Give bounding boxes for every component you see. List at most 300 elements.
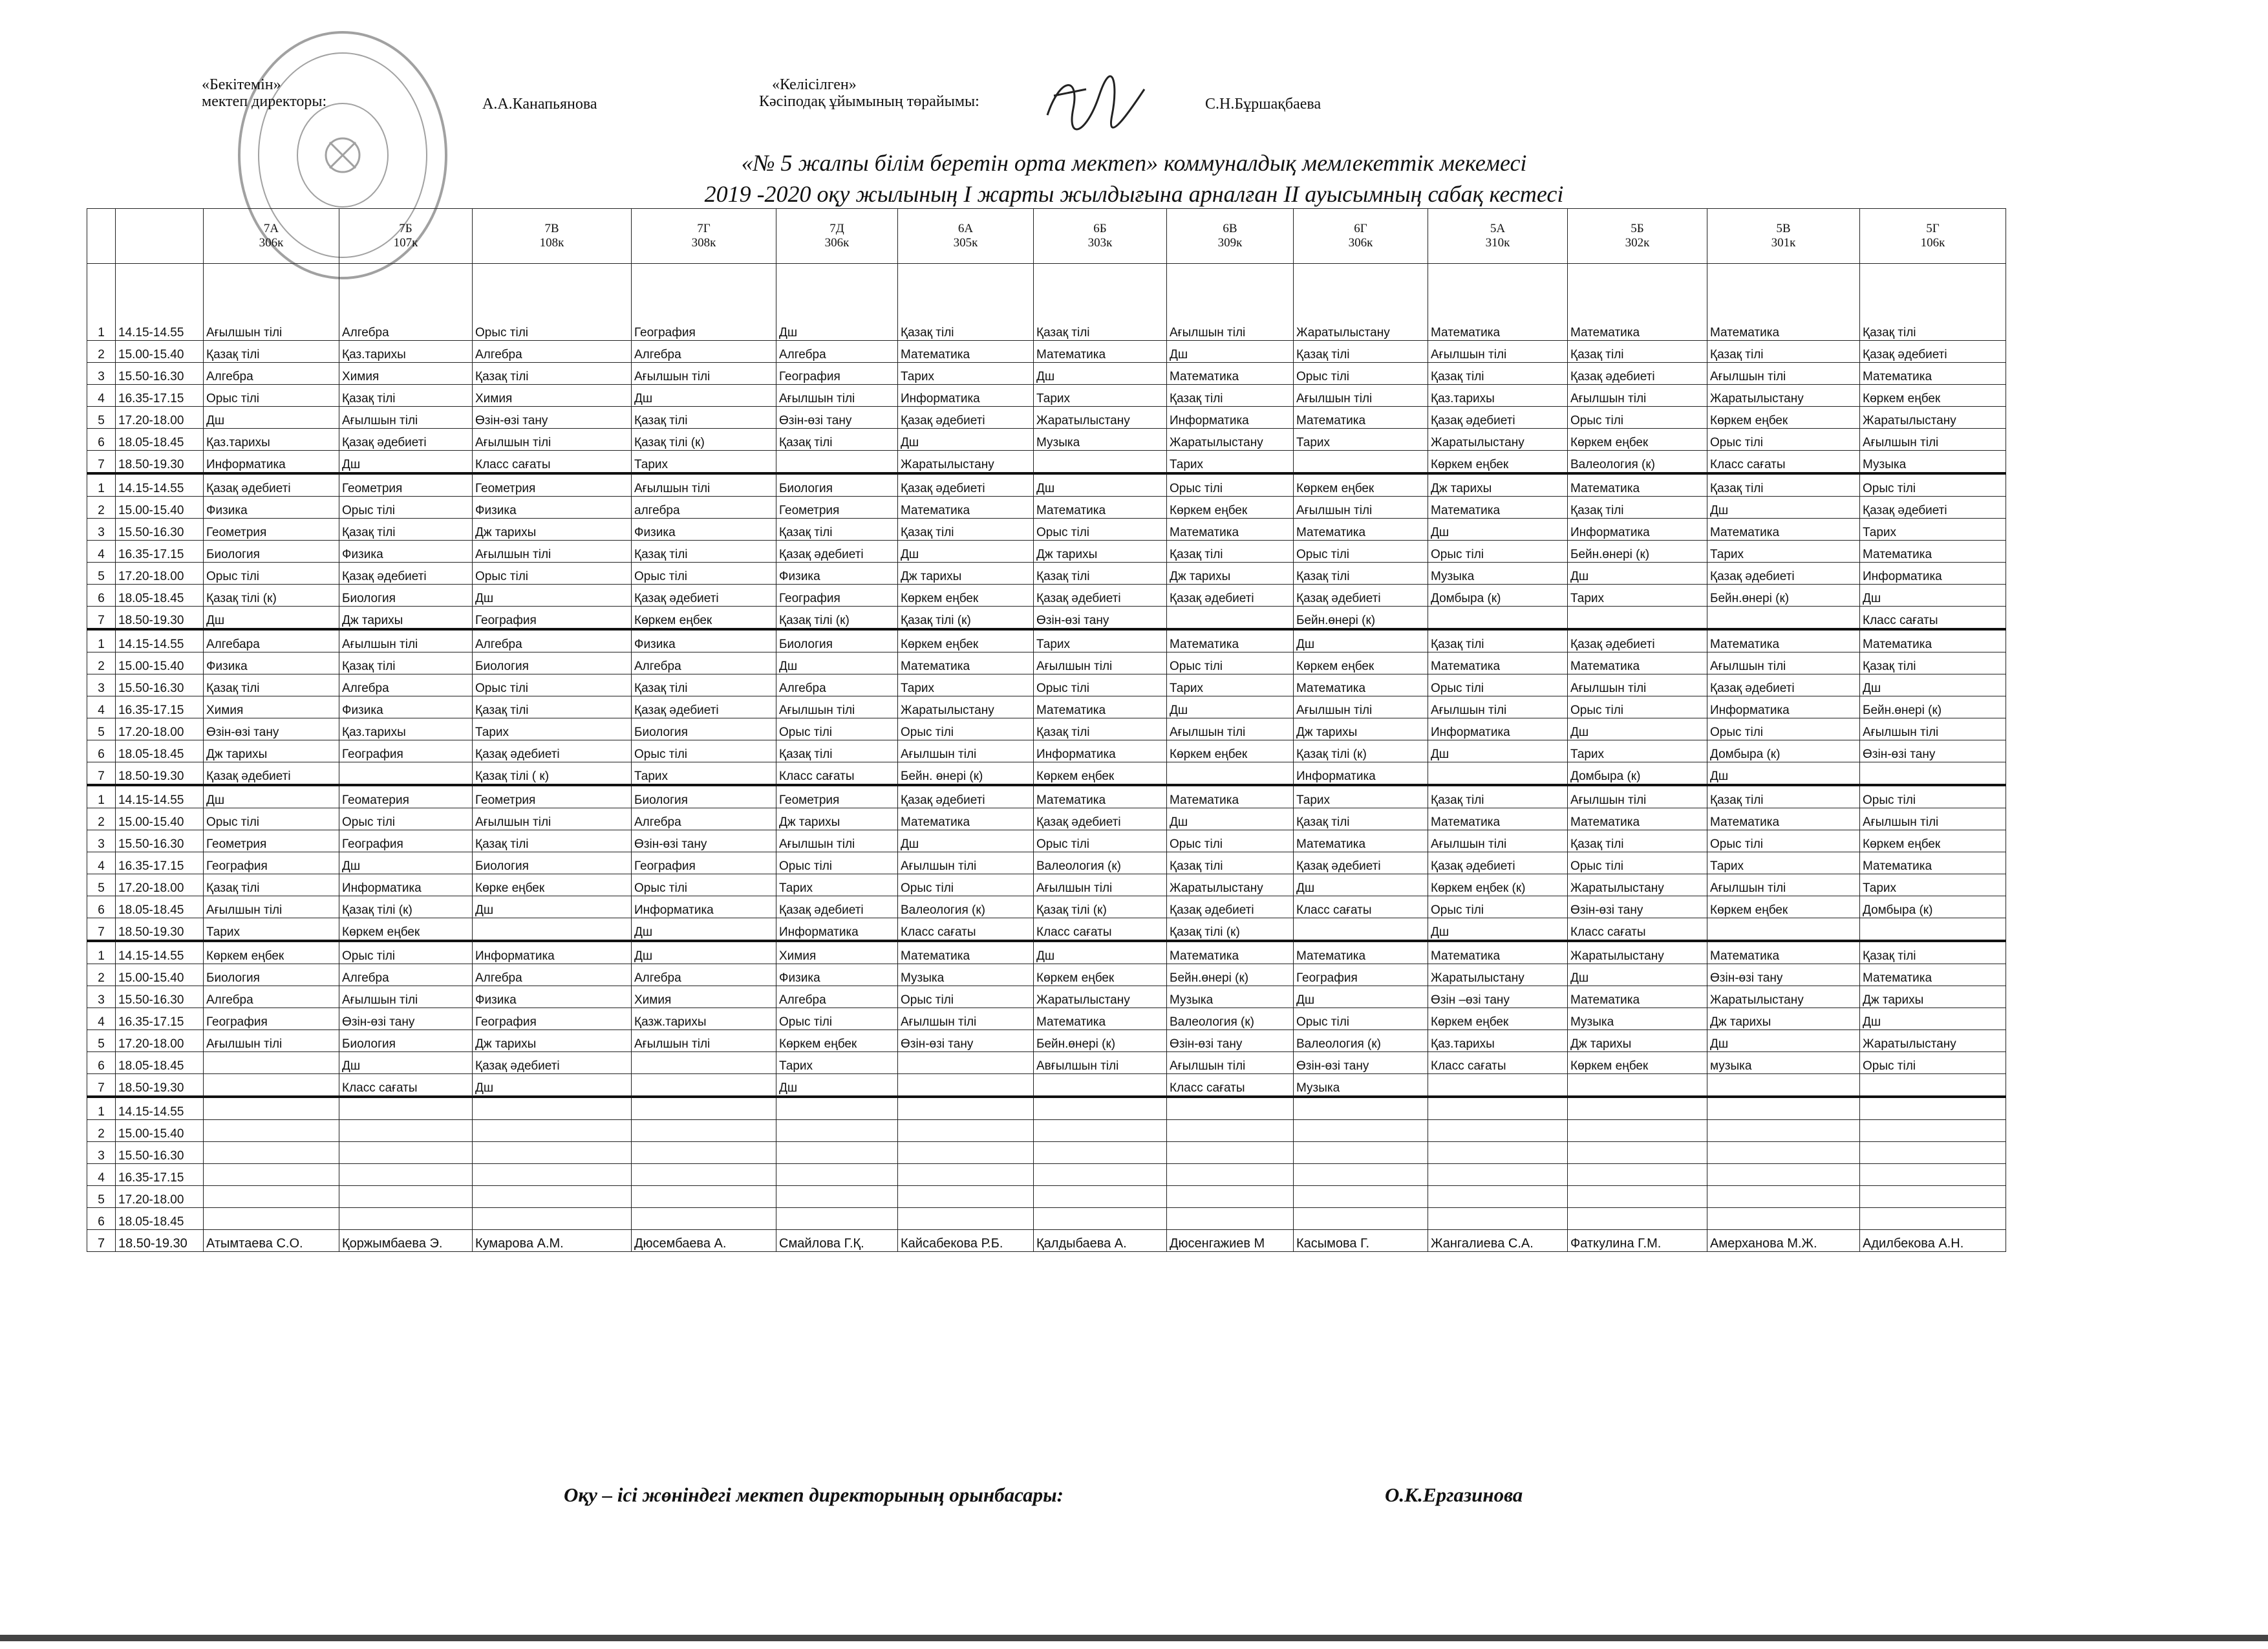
subject-cell [339,1120,473,1142]
subject-cell: География [473,607,632,630]
subject-cell: Бейн.өнері (к) [1707,585,1860,607]
subject-cell [1707,1142,1860,1164]
subject-cell: Геометрия [776,785,898,808]
lesson-time: 17.20-18.00 [116,1186,204,1208]
lesson-number: 7 [87,607,116,630]
subject-cell: Орыс тілі [776,852,898,874]
class-header [1294,209,1428,264]
subject-cell: Жаратылыстану [1428,964,1568,986]
class-name: 7Г [697,222,711,235]
subject-cell: Орыс тілі [1707,718,1860,740]
subject-cell: Тарих [473,718,632,740]
subject-cell: Информатика [339,874,473,896]
subject-cell: Қазақ тілі [1860,652,2006,674]
subject-cell: Қазақ әдебиеті [776,541,898,563]
subject-cell: Көркем еңбек [1034,964,1167,986]
subject-cell: Алгебра [632,808,776,830]
lesson-row [87,407,2006,429]
subject-cell: Дш [1428,740,1568,762]
subject-cell: Қазақ тілі [1860,264,2006,341]
subject-cell: Қазақ әдебиеті [898,407,1034,429]
subject-cell: Қазақ тілі [1294,563,1428,585]
subject-cell: Геоматерия [339,785,473,808]
subject-cell: Математика [1034,341,1167,363]
subject-cell: Авғылшын тілі [1034,1052,1167,1074]
subject-cell [1568,1142,1707,1164]
subject-cell: Ағылшын тілі [1707,652,1860,674]
subject-cell: Көркем еңбек [1428,451,1568,474]
subject-cell: Ағылшын тілі [1428,830,1568,852]
lesson-row [87,563,2006,585]
lesson-time: 16.35-17.15 [116,852,204,874]
subject-cell [1167,1120,1294,1142]
lesson-time: 15.00-15.40 [116,652,204,674]
subject-cell [632,1120,776,1142]
class-room: 309к [1217,236,1243,250]
subject-cell: Қазақ тілі [1034,264,1167,341]
subject-cell: Домбыра (к) [1568,762,1707,786]
subject-cell: Музыка [1167,986,1294,1008]
subject-cell: Математика [1034,696,1167,718]
subject-cell [339,1186,473,1208]
subject-cell: Дш [1428,918,1568,942]
subject-cell [1428,1074,1568,1097]
subject-cell: Математика [1568,473,1707,497]
subject-cell [1428,1097,1568,1120]
subject-cell: Орыс тілі [1034,674,1167,696]
subject-cell: География [632,264,776,341]
subject-cell: Қазақ тілі [1428,785,1568,808]
class-room: 306к [1348,236,1373,250]
subject-cell: Геометрия [339,473,473,497]
subject-cell: Өзін-өзі тану [1294,1052,1428,1074]
subject-cell: Өзін-өзі тану [1707,964,1860,986]
lesson-row [87,874,2006,896]
lesson-time: 14.15-14.55 [116,264,204,341]
subject-cell: Дш [1034,941,1167,964]
subject-cell [632,1164,776,1186]
lesson-time: 15.50-16.30 [116,1142,204,1164]
subject-cell: Орыс тілі [339,808,473,830]
subject-cell: Ағылшын тілі [1568,785,1707,808]
subject-cell: Орыс тілі [1568,852,1707,874]
subject-cell: Тарих [1294,785,1428,808]
lesson-row [87,918,2006,942]
subject-cell: Ағылшын тілі [204,896,339,918]
subject-cell [1428,1142,1568,1164]
subject-cell: Математика [1428,808,1568,830]
subject-cell: Музыка [1568,1008,1707,1030]
subject-cell [632,1074,776,1097]
lesson-time: 15.50-16.30 [116,519,204,541]
subject-cell: Қазақ әдебиеті [473,740,632,762]
subject-cell [473,918,632,942]
subject-cell: Математика [1707,264,1860,341]
subject-cell: Алгебра [339,964,473,986]
subject-cell: Ағылшын тілі [1167,718,1294,740]
subject-cell: Физика [204,497,339,519]
subject-cell: музыка [1707,1052,1860,1074]
subject-cell: Бейн.өнері (к) [1294,607,1428,630]
subject-cell [1034,1186,1167,1208]
subject-cell: Дж тарихы [1167,563,1294,585]
subject-cell [1707,1074,1860,1097]
subject-cell: Қазақ тілі [776,429,898,451]
class-header [776,209,898,264]
subject-cell: Алгебра [632,964,776,986]
lesson-row [87,1164,2006,1186]
subject-cell: Домбыра (к) [1428,585,1568,607]
subject-cell: Дш [339,451,473,474]
subject-cell: Алгебара [204,629,339,652]
subject-cell [1167,607,1294,630]
subject-cell: Жаратылыстану [1034,407,1167,429]
subject-cell: Геометрия [776,497,898,519]
subject-cell: Биология [339,1030,473,1052]
subject-cell: Өзін –өзі тану [1428,986,1568,1008]
subject-cell: Дш [776,264,898,341]
lesson-number: 2 [87,652,116,674]
subject-cell: Тарих [1034,629,1167,652]
lesson-row [87,607,2006,630]
class-name: 5Г [1926,222,1940,235]
subject-cell: Биология [473,852,632,874]
subject-cell: Алгебра [473,629,632,652]
subject-cell: Тарих [898,674,1034,696]
subject-cell: Физика [204,652,339,674]
subject-cell: Тарих [1707,541,1860,563]
subject-cell: Жаратылыстану [1167,874,1294,896]
subject-cell: Қазақ тілі [339,385,473,407]
subject-cell: Дш [204,785,339,808]
lesson-row [87,541,2006,563]
deputy-director-label: Оқу – ісі жөніндегі мектеп директорының орынбасары: [564,1483,1064,1506]
teacher-name-cell: Кайсабекова Р.Б. [898,1230,1034,1252]
lesson-row [87,385,2006,407]
teacher-name-cell: Дюсенгажиев М [1167,1230,1294,1252]
subject-cell: Математика [898,941,1034,964]
subject-cell: Қазақ тілі (к) [632,429,776,451]
subject-cell: Информатика [1167,407,1294,429]
subject-cell [1167,1097,1294,1120]
subject-cell: География [204,1008,339,1030]
subject-cell: Қазақ әдебиеті [1294,585,1428,607]
subject-cell: Ағылшын тілі [632,363,776,385]
lesson-number: 7 [87,762,116,786]
lesson-row [87,1120,2006,1142]
subject-cell [776,1208,898,1230]
subject-cell [1034,1164,1167,1186]
lesson-number: 7 [87,1074,116,1097]
subject-cell: Информатика [1860,563,2006,585]
subject-cell: Информатика [473,941,632,964]
subject-cell: Жаратылыстану [1860,1030,2006,1052]
subject-cell: Математика [1860,541,2006,563]
subject-cell [1707,1164,1860,1186]
subject-cell: Дж тарихы [339,607,473,630]
lesson-row [87,740,2006,762]
teacher-name-cell: Кумарова А.М. [473,1230,632,1252]
subject-cell: Ағылшын тілі [1034,652,1167,674]
subject-cell: Дж тарихы [1860,986,2006,1008]
subject-cell: Класс сағаты [1167,1074,1294,1097]
lesson-row [87,363,2006,385]
lesson-number: 7 [87,1230,116,1252]
lesson-number: 1 [87,941,116,964]
subject-cell: Қазақ әдебиеті [204,762,339,786]
teacher-name-cell: Адилбекова А.Н. [1860,1230,2006,1252]
subject-cell: Математика [1294,941,1428,964]
subject-cell: Геометрия [473,473,632,497]
subject-cell [1707,1186,1860,1208]
subject-cell: Қазақ тілі (к) [339,896,473,918]
subject-cell [1707,918,1860,942]
subject-cell [1294,451,1428,474]
subject-cell: Дж тарихы [1568,1030,1707,1052]
subject-cell: Жаратылыстану [1568,874,1707,896]
subject-cell: Көркем еңбек [1860,385,2006,407]
subject-cell: Математика [1860,964,2006,986]
subject-cell: Қазж.тарихы [632,1008,776,1030]
subject-cell: Қазақ тілі (к) [776,607,898,630]
subject-cell: Класс сағаты [339,1074,473,1097]
subject-cell [1707,1097,1860,1120]
subject-cell [776,1142,898,1164]
subject-cell: Биология [632,785,776,808]
lesson-row [87,896,2006,918]
approval-name: А.А.Канапьянова [482,96,597,113]
subject-cell: Қазақ тілі [1294,341,1428,363]
lesson-row [87,785,2006,808]
subject-cell [776,1120,898,1142]
subject-cell: Дж тарихы [204,740,339,762]
subject-cell: География [776,363,898,385]
subject-cell: Орыс тілі [473,563,632,585]
lesson-row [87,585,2006,607]
lesson-number: 6 [87,740,116,762]
subject-cell: Орыс тілі [1860,785,2006,808]
lesson-time: 14.15-14.55 [116,1097,204,1120]
subject-cell [1860,1142,2006,1164]
subject-cell [1860,1186,2006,1208]
subject-cell: Өзін-өзі тану [898,1030,1034,1052]
lesson-row [87,652,2006,674]
lesson-time: 15.00-15.40 [116,341,204,363]
subject-cell: География [632,852,776,874]
subject-cell: Математика [1707,629,1860,652]
subject-cell [1034,1074,1167,1097]
subject-cell [632,1097,776,1120]
subject-cell [1294,1097,1428,1120]
subject-cell [1294,1164,1428,1186]
lesson-time: 18.05-18.45 [116,1052,204,1074]
subject-cell: Көркем еңбек (к) [1428,874,1568,896]
subject-cell: Ағылшын тілі [339,986,473,1008]
lesson-time: 17.20-18.00 [116,874,204,896]
lesson-number: 2 [87,497,116,519]
subject-cell: Көркем еңбек [776,1030,898,1052]
subject-cell: Информатика [1428,718,1568,740]
subject-cell: Ағылшын тілі [1428,696,1568,718]
subject-cell [632,1208,776,1230]
subject-cell: Ағылшын тілі [632,1030,776,1052]
subject-cell: Ағылшын тілі [1294,497,1428,519]
subject-cell: Дш [1294,986,1428,1008]
subject-cell: Геометрия [204,519,339,541]
subject-cell [473,1164,632,1186]
subject-cell [1860,918,2006,942]
subject-cell: Дж тарихы [898,563,1034,585]
subject-cell: Орыс тілі [898,874,1034,896]
lesson-row [87,629,2006,652]
subject-cell [339,1208,473,1230]
subject-cell: Ағылшын тілі [632,473,776,497]
subject-cell: Математика [1167,941,1294,964]
subject-cell: Математика [1707,941,1860,964]
lesson-row [87,341,2006,363]
subject-cell: Дж тарихы [1707,1008,1860,1030]
subject-cell: Дш [1568,718,1707,740]
subject-cell: Валеология (к) [1294,1030,1428,1052]
teacher-name-cell: Қалдыбаева А. [1034,1230,1167,1252]
subject-cell [1568,1120,1707,1142]
subject-cell [473,1097,632,1120]
lesson-time: 15.00-15.40 [116,808,204,830]
subject-cell: Дж тарихы [1034,541,1167,563]
subject-cell: Көркем еңбек [1034,762,1167,786]
subject-cell: Дш [776,652,898,674]
subject-cell: Қазақ тілі [473,363,632,385]
subject-cell [1034,1120,1167,1142]
subject-cell: Информатика [1707,696,1860,718]
agreement-position: Кәсіподақ ұйымының төрайымы: [759,93,979,110]
subject-cell: Математика [1034,785,1167,808]
subject-cell: География [339,830,473,852]
subject-cell: Ағылшын тілі [1568,385,1707,407]
lesson-number: 1 [87,1097,116,1120]
lesson-time: 16.35-17.15 [116,1008,204,1030]
subject-cell [339,1142,473,1164]
subject-cell: Өзін-өзі тану [1167,1030,1294,1052]
subject-cell: Химия [204,696,339,718]
class-room: 108к [539,236,564,250]
lesson-number: 4 [87,541,116,563]
class-header [1428,209,1568,264]
subject-cell: Қазақ әдебиеті [1568,363,1707,385]
subject-cell: Тарих [1568,585,1707,607]
subject-cell: Орыс тілі [473,264,632,341]
subject-cell: Қазақ әдебиеті [1707,674,1860,696]
subject-cell: Қазақ тілі (к) [898,607,1034,630]
lesson-number: 2 [87,808,116,830]
subject-cell: Қазақ тілі (к) [204,585,339,607]
subject-cell: Қазақ тілі [1034,563,1167,585]
subject-cell: Класс сағаты [1428,1052,1568,1074]
subject-cell [1167,1208,1294,1230]
subject-cell: Класс сағаты [1860,607,2006,630]
subject-cell: Орыс тілі [1707,830,1860,852]
lesson-time: 16.35-17.15 [116,696,204,718]
subject-cell [776,451,898,474]
subject-cell: Математика [1707,808,1860,830]
subject-cell [1428,762,1568,786]
subject-cell: Дш [473,585,632,607]
subject-cell: Алгебра [339,674,473,696]
subject-cell [1428,1120,1568,1142]
document-title: «№ 5 жалпы білім беретін орта мектеп» коммуналдық мемлекеттік мекемесі [741,150,1527,176]
subject-cell: Дш [776,1074,898,1097]
subject-cell: Бейн. өнері (к) [898,762,1034,786]
subject-cell: Орыс тілі [632,563,776,585]
subject-cell: Алгебра [632,652,776,674]
subject-cell: Дш [632,918,776,942]
subject-cell: Қаз.тарихы [339,341,473,363]
subject-cell: Геометрия [204,830,339,852]
subject-cell: Класс сағаты [1568,918,1707,942]
lesson-time: 16.35-17.15 [116,385,204,407]
subject-cell: Ағылшын тілі [1294,696,1428,718]
subject-cell: Көркем еңбек [1294,473,1428,497]
subject-cell: Қазақ әдебиеті [632,585,776,607]
lesson-row [87,964,2006,986]
subject-cell: Орыс тілі [1294,363,1428,385]
subject-cell: Дж тарихы [1294,718,1428,740]
subject-cell: Тарих [1860,519,2006,541]
subject-cell: Алгебра [473,964,632,986]
subject-cell: Информатика [204,451,339,474]
subject-cell: Дш [898,830,1034,852]
subject-cell: Қазақ тілі [1167,852,1294,874]
subject-cell: Орыс тілі [776,718,898,740]
subject-cell: Информатика [1034,740,1167,762]
class-room: 106к [1920,236,1945,250]
lesson-time: 18.50-19.30 [116,1230,204,1252]
subject-cell: Көркем еңбек [1707,896,1860,918]
subject-cell: Дш [473,1074,632,1097]
subject-cell: Ағылшын тілі [1034,874,1167,896]
subject-cell: Көркем еңбек [339,918,473,942]
subject-cell: Орыс тілі [632,740,776,762]
subject-cell: Тарих [204,918,339,942]
subject-cell: Информатика [1294,762,1428,786]
subject-cell: Қазақ әдебиеті [776,896,898,918]
subject-cell: География [1294,964,1428,986]
subject-cell: Қазақ тілі [1167,541,1294,563]
agreement-name: С.Н.Бұршақбаева [1205,96,1321,113]
subject-cell: Ағылшын тілі [776,830,898,852]
subject-cell: Музыка [1034,429,1167,451]
lesson-row [87,941,2006,964]
lesson-time: 15.50-16.30 [116,986,204,1008]
subject-cell: Дш [1707,497,1860,519]
lesson-number: 3 [87,363,116,385]
subject-cell: Орыс тілі [339,941,473,964]
subject-cell: Бейн.өнері (к) [1568,541,1707,563]
subject-cell: Көркем еңбек [1860,830,2006,852]
subject-cell: Тарих [632,451,776,474]
class-name: 6Б [1093,222,1107,235]
subject-cell: Орыс тілі [1860,473,2006,497]
teacher-name-cell: Фаткулина Г.М. [1568,1230,1707,1252]
subject-cell [204,1164,339,1186]
subject-cell: Көркем еңбек [204,941,339,964]
lesson-time: 15.50-16.30 [116,363,204,385]
lesson-time: 17.20-18.00 [116,407,204,429]
subject-cell: Орыс тілі [1428,674,1568,696]
class-name: 7Д [829,222,844,235]
subject-cell: Математика [1568,986,1707,1008]
subject-cell: Қазақ әдебиеті [1294,852,1428,874]
